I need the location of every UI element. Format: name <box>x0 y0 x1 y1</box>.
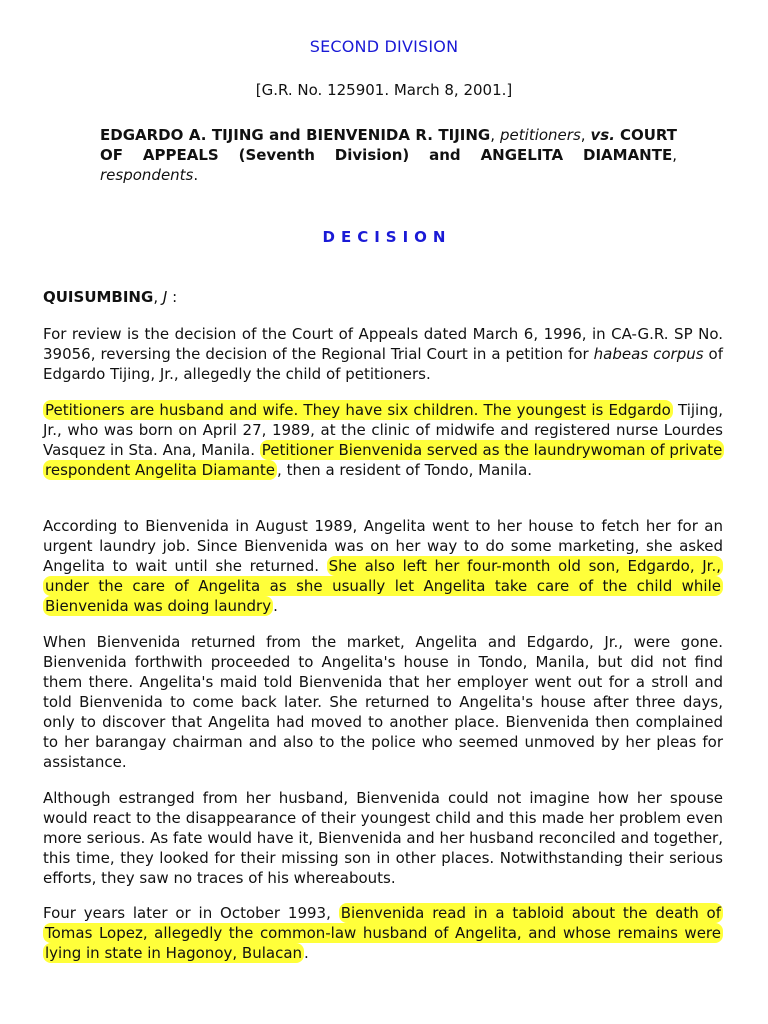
highlighted-text: Petitioner Bienvenida served as the laundrywoman of private respondent Angelita Diamante <box>45 441 723 479</box>
parties-separator: , <box>490 126 501 144</box>
ponente-colon: : <box>167 288 178 306</box>
paragraph-text: According to Bienvenida in August 1989, Angelita went to her house to fetch her for an urgent laundry job. Since Bienvenida was on her way to do some marketing, she asked Angelita to wait until she returned. <box>43 517 723 575</box>
paragraph-1 <box>43 324 723 384</box>
respondents-role: respondents <box>100 166 194 184</box>
paragraph-text: , then a resident of Tondo, Manila. <box>277 461 533 479</box>
paragraph-5 <box>43 788 723 888</box>
ponente-name: QUISUMBING <box>43 288 154 306</box>
paragraph-text: Tijing, Jr., who was born on April 27, 1989, at the clinic of midwife and registered nurse Lourdes Vasquez in Sta. Ana, Manila. <box>43 401 723 459</box>
paragraph-text: For review is the decision of the Court of Appeals dated March 6, 1996, in CA-G.R. SP No. 39056, reversing the decision of the Regional Trial Court in a petition for <box>43 325 723 363</box>
paragraph-3 <box>43 516 723 616</box>
versus-label: vs. <box>590 126 615 144</box>
case-number: [G.R. No. 125901. March 8, 2001.] <box>255 81 513 99</box>
paragraph-text: of Edgardo Tijing, Jr., allegedly the child of petitioners. <box>43 345 723 383</box>
paragraph-4 <box>43 632 723 772</box>
parties-end: . <box>193 166 199 184</box>
highlighted-text: Petitioners are husband and wife. They have six children. The youngest is Edgardo <box>45 401 671 419</box>
paragraph-text: Four years later or in October 1993, <box>43 904 339 922</box>
paragraph-2 <box>43 400 723 480</box>
case-parties <box>100 125 677 185</box>
petitioners-role: petitioners <box>500 126 581 144</box>
paragraph-text: When Bienvenida returned from the market, Angelita and Edgardo, Jr., were gone. Bienvenida forthwith proceeded to Angelita's house in Tondo, Manila, but did not find them there. Angelita's maid told Bienvenida that her employer went out for a stroll and told Bienvenida to come back later. She returned to Angelita's house after three days, only to discover that Angelita had moved to another place. Bienvenida then complained to her barangay chairman and also to the police who seemed unmoved by her pleas for assistance. <box>43 633 723 771</box>
ponente-line <box>43 288 177 306</box>
parties-separator: , <box>672 146 677 164</box>
ponente-separator: , <box>153 288 163 306</box>
paragraph-text: . <box>304 944 309 962</box>
decision-heading: DECISION <box>322 228 452 246</box>
parties-separator: , <box>580 126 591 144</box>
ponente-title: J <box>162 288 168 306</box>
paragraph-text: . <box>273 597 278 615</box>
highlighted-text: She also left her four-month old son, Edgardo, Jr., under the care of Angelita as she usually let Angelita take care of the child while Bienvenida was doing laundry <box>45 557 722 615</box>
petitioners-names: EDGARDO A. TIJING and BIENVENIDA R. TIJING <box>100 126 491 144</box>
highlighted-text: Bienvenida read in a tabloid about the death of Tomas Lopez, allegedly the common-law husband of Angelita, and whose remains were lying in state in Hagonoy, Bulacan <box>45 904 721 962</box>
division-heading: SECOND DIVISION <box>309 37 459 56</box>
paragraph-text: Although estranged from her husband, Bienvenida could not imagine how her spouse would react to the disappearance of their youngest child and this made her problem even more serious. As fate would have it, Bienvenida and her husband reconciled and together, this time, they looked for their missing son in other places. Notwithstanding their serious efforts, they saw no traces of his whereabouts. <box>43 789 723 887</box>
paragraph-italic-text: habeas corpus <box>593 345 704 363</box>
respondents-names: COURT OF APPEALS (Seventh Division) and ANGELITA DIAMANTE <box>100 126 677 164</box>
paragraph-6 <box>43 903 723 963</box>
